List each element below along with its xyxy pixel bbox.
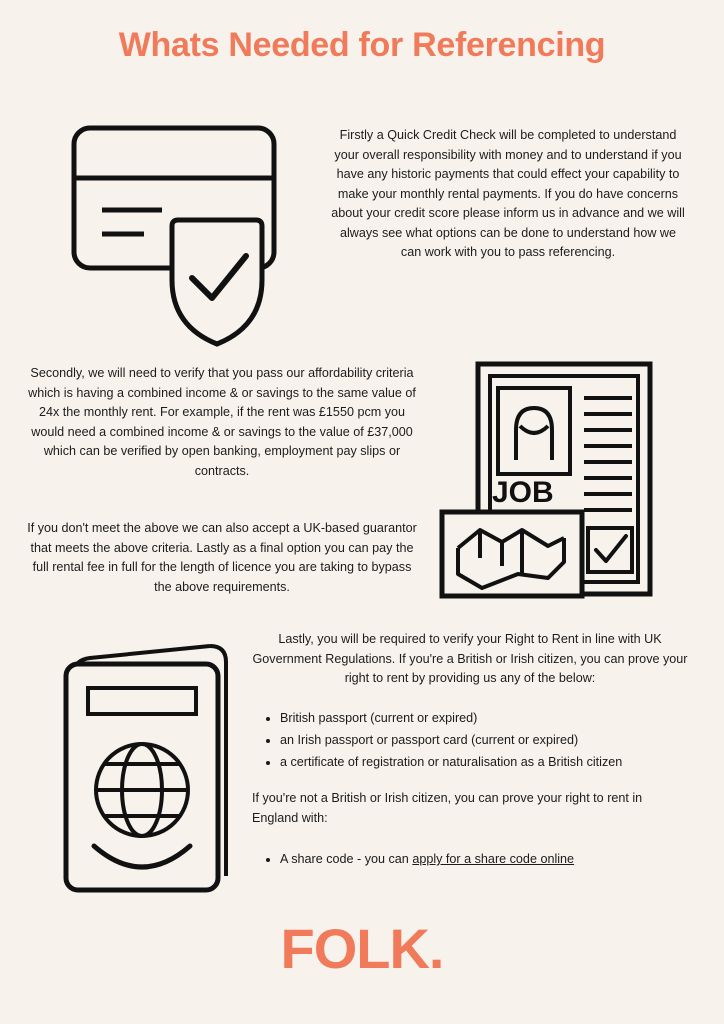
list-item [280, 849, 716, 869]
right-to-rent-list-british [252, 708, 716, 774]
brand-logo: FOLK. [280, 917, 444, 980]
right-to-rent-paragraph-1: Lastly, you will be required to verify your Right to Rent in line with UK Government Regulations. If you're a British or Irish citizen, you can prove your right to rent by providing us any of the below: [252, 632, 688, 685]
job-label: JOB [492, 476, 554, 509]
right-to-rent-paragraph-2: If you're not a British or Irish citizen, you can prove your right to rent in England with: [252, 791, 643, 825]
passport-globe-icon [60, 640, 250, 910]
credit-card-shield-check-icon [66, 120, 306, 360]
share-code-text: A share code - you can [280, 852, 413, 866]
list-item: • British passport (current or expired) [280, 708, 716, 728]
right-to-rent-list-non-british [252, 849, 716, 871]
affordability-paragraph-2: If you don't meet the above we can also accept a UK-based guarantor that meets the above criteria. Lastly as a final option you can pay the full rental fee in full for the length of licence you are taking to bypass the above requirements. [27, 521, 417, 594]
credit-check-paragraph: Firstly a Quick Credit Check will be completed to understand your overall responsibility with money and to understand if you have any historic payments that could effect your capability to make your monthly rental payments. If you do have concerns about your credit score please inform us in advance and we will always see what options can be done to understand how we can work with you to pass referencing. [331, 128, 685, 259]
list-item: • an Irish passport or passport card (current or expired) [280, 730, 716, 750]
affordability-paragraph-1: Secondly, we will need to verify that you pass our affordability criteria which is having a combined income & or savings to the same value of 24x the monthly rent. For example, if the rent was £1550 pcm you would need a combined income & or savings to the value of £37,000 which can be verified by open banking, employment pay slips or contracts. [28, 366, 416, 478]
share-code-link[interactable]: apply for a share code online [412, 852, 575, 866]
page-title: Whats Needed for Referencing [118, 26, 606, 64]
job-application-handshake-icon [436, 352, 662, 608]
list-item: • a certificate of registration or naturalisation as a British citizen [280, 752, 716, 772]
